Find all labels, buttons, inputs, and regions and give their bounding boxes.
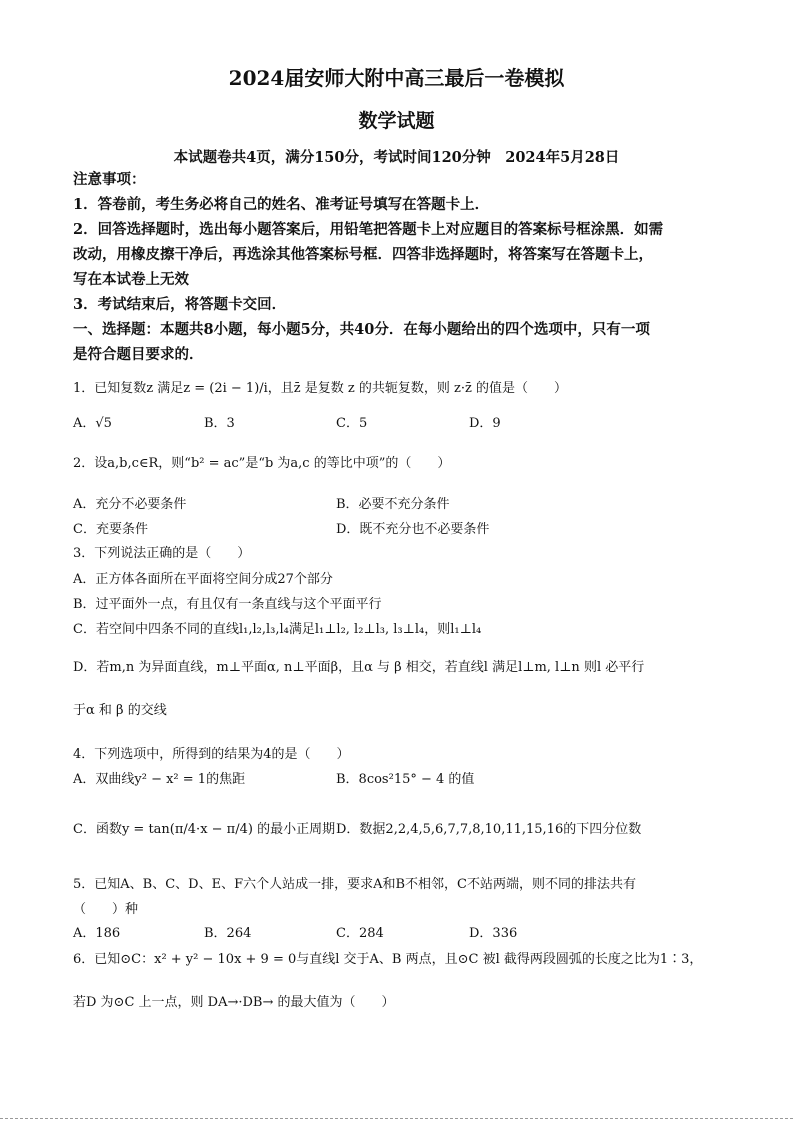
q5-option-a: A．186 xyxy=(73,926,121,941)
note-line: 改动，用橡皮擦干净后，再选涂其他答案标号框．四答非选择题时，将答案写在答题卡上， xyxy=(73,246,653,263)
question-3-stem: 3．下列说法正确的是（ ） xyxy=(73,546,251,561)
note-line: 写在本试卷上无效 xyxy=(73,271,189,288)
question-6-stem-continued: 若D 为⊙C 上一点，则 DA→·DB→ 的最大值为（ ） xyxy=(73,995,395,1010)
exam-subtitle: 数学试题 xyxy=(358,110,435,132)
q1-option-b: B．3 xyxy=(204,416,235,431)
q3-option-d-continued: 于α 和 β 的交线 xyxy=(73,703,167,718)
q2-option-d: D．既不充分也不必要条件 xyxy=(336,522,490,537)
exam-info: 本试题卷共4页，满分150分，考试时间120分钟 2024年5月28日 xyxy=(173,149,620,166)
q3-option-b: B．过平面外一点，有且仅有一条直线与这个平面平行 xyxy=(73,597,382,612)
note-line: 1．答卷前，考生务必将自己的姓名、准考证号填写在答题卡上． xyxy=(73,196,490,213)
q4-option-b: B．8cos²15° − 4 的值 xyxy=(336,772,475,787)
question-1-stem: 1．已知复数z 满足z = (2i − 1)/i，且z̄ 是复数 z 的共轭复数，则 z·z̄ 的值是（ ） xyxy=(73,381,567,396)
notes-heading: 注意事项： xyxy=(73,171,146,188)
q4-option-a: A．双曲线y² − x² = 1的焦距 xyxy=(73,772,246,787)
exam-title: 2024届安师大附中高三最后一卷模拟 xyxy=(228,66,565,90)
q5-option-d: D．336 xyxy=(469,926,518,941)
question-5-stem-continued: （ ）种 xyxy=(73,902,139,917)
q3-option-a: A．正方体各面所在平面将空间分成27个部分 xyxy=(73,572,333,587)
section-heading: 是符合题目要求的． xyxy=(73,346,204,363)
question-2-stem: 2．设a,b,c∈R，则“b² = ac”是“b 为a,c 的等比中项”的（ ） xyxy=(73,456,451,471)
q4-option-c: C．函数y = tan(π/4·x − π/4) 的最小正周期 xyxy=(73,822,336,837)
q1-option-c: C．5 xyxy=(336,416,368,431)
note-line: 3．考试结束后，将答题卡交回． xyxy=(73,296,287,313)
question-4-stem: 4．下列选项中，所得到的结果为4的是（ ） xyxy=(73,747,350,762)
q3-option-d: D．若m,n 为异面直线，m⊥平面α, n⊥平面β，且α 与 β 相交，若直线l 满足l⊥m, l⊥n 则l 必平行 xyxy=(73,660,645,675)
question-6-stem: 6．已知⊙C：x² + y² − 10x + 9 = 0与直线l 交于A、B 两点，且⊙C 被l 截得两段圆弧的长度之比为1∶3， xyxy=(73,952,703,967)
section-heading: 一、选择题：本题共8小题，每小题5分，共40分．在每小题给出的四个选项中，只有一项 xyxy=(73,321,650,338)
question-5-stem: 5．已知A、B、C、D、E、F六个人站成一排，要求A和B不相邻，C不站两端，则不同的排法共有 xyxy=(73,877,636,892)
page-bottom-divider xyxy=(0,1118,793,1119)
q2-option-c: C．充要条件 xyxy=(73,522,148,537)
q1-option-d: D．9 xyxy=(469,416,501,431)
q4-option-d: D．数据2,2,4,5,6,7,7,8,10,11,15,16的下四分位数 xyxy=(336,822,642,837)
q2-option-b: B．必要不充分条件 xyxy=(336,497,450,512)
q2-option-a: A．充分不必要条件 xyxy=(73,497,187,512)
q3-option-c: C．若空间中四条不同的直线l₁,l₂,l₃,l₄满足l₁⊥l₂, l₂⊥l₃, l₃⊥l₄，则l₁⊥l₄ xyxy=(73,622,482,637)
q5-option-b: B．264 xyxy=(204,926,252,941)
note-line: 2．回答选择题时，选出每小题答案后，用铅笔把答题卡上对应题目的答案标号框涂黑．如需 xyxy=(73,221,664,238)
q1-option-a: A．√5 xyxy=(73,416,112,431)
q5-option-c: C．284 xyxy=(336,926,384,941)
